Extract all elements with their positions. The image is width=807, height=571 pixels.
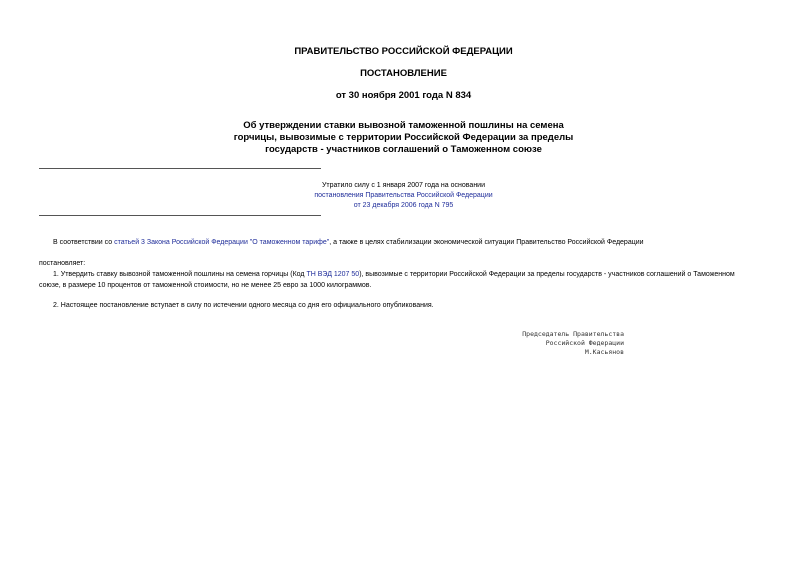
government-name: ПРАВИТЕЛЬСТВО РОССИЙСКОЙ ФЕДЕРАЦИИ	[294, 46, 513, 57]
tn-ved-code-link[interactable]: ТН ВЭД 1207 50	[306, 271, 360, 278]
repeal-link-line-1[interactable]: постановления Правительства Российской Федерации	[314, 192, 493, 199]
divider-top	[39, 168, 321, 169]
signature-line-2: Российской Федерации	[545, 339, 624, 347]
divider-bottom	[39, 215, 321, 216]
item-1-line-2: союзе, в размере 10 процентов от таможенной стоимости, но не менее 25 евро за 1000 килограммов.	[39, 282, 372, 289]
resolves-label: постановляет:	[39, 260, 86, 267]
document-type: ПОСТАНОВЛЕНИЕ	[360, 68, 447, 79]
preamble-text-after: , а также в целях стабилизации экономической ситуации Правительство Российской Федерации	[329, 239, 644, 246]
signature-name: М.Касьянов	[584, 348, 624, 356]
signature-line-1: Председатель Правительства	[522, 330, 624, 338]
title-line-2: горчицы, вывозимые с территории Российской Федерации за пределы	[233, 132, 574, 143]
title-line-1: Об утверждении ставки вывозной таможенной пошлины на семена	[243, 120, 564, 131]
item-1-text-after: ), вывозимые с территории Российской Федерации за пределы государств - участников соглашений о Таможенном	[359, 271, 735, 278]
repeal-link-line-2[interactable]: от 23 декабря 2006 года N 795	[353, 202, 454, 209]
law-article-link[interactable]: статьей 3 Закона Российской Федерации "О таможенном тарифе"	[114, 239, 330, 246]
repeal-note-line-1: Утратило силу с 1 января 2007 года на основании	[321, 182, 486, 189]
preamble-paragraph	[39, 237, 769, 248]
item-2-paragraph: 2. Настоящее постановление вступает в силу по истечении одного месяца со дня его официального опубликования.	[53, 302, 434, 309]
title-line-3: государств - участников соглашений о Таможенном союзе	[265, 144, 542, 155]
document-date-number: от 30 ноября 2001 года N 834	[335, 90, 472, 101]
item-1-text-before: 1. Утвердить ставку вывозной таможенной пошлины на семена горчицы (Код	[53, 271, 307, 278]
item-1-paragraph	[39, 269, 769, 280]
preamble-text-before: В соответствии со	[53, 239, 115, 246]
